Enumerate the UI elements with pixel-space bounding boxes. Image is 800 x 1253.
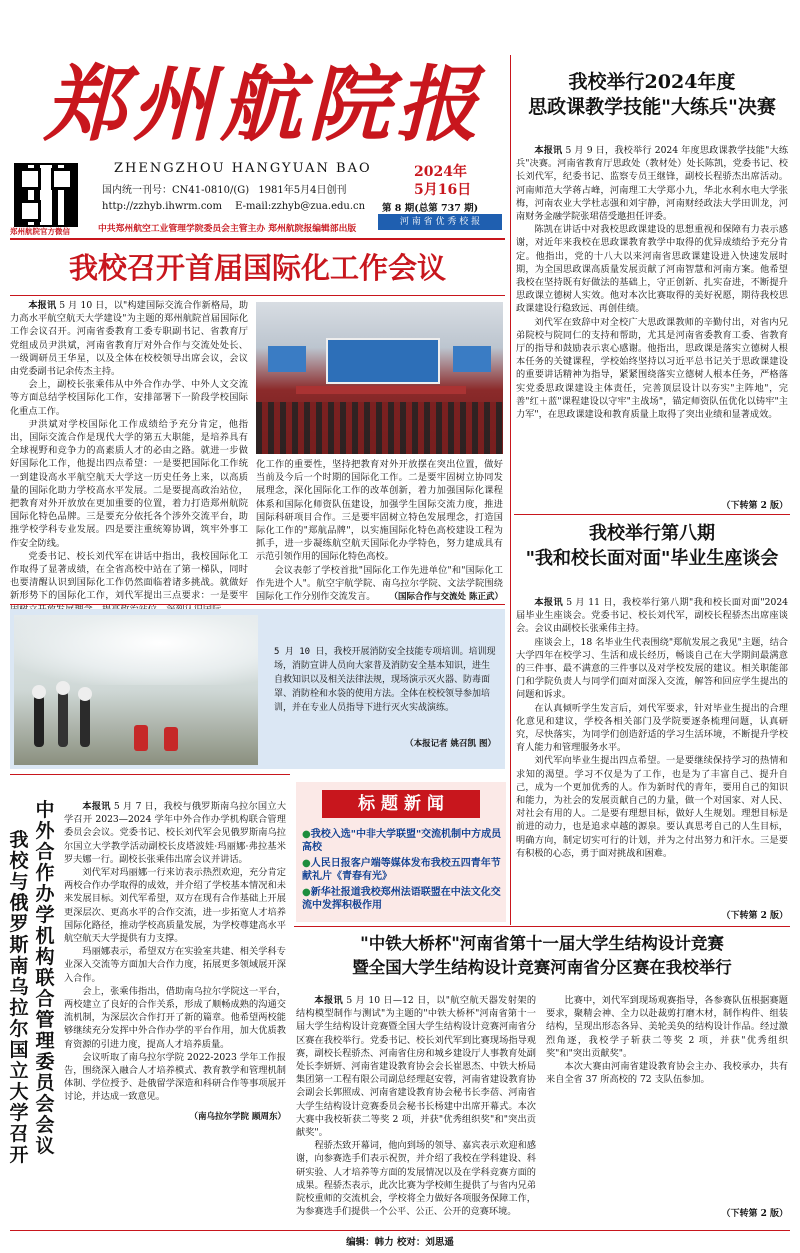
lead-paragraph-5: 化工作的重要性，坚持把教育对外开放摆在突出位置，做好当前及今后一个时期的国际化工作。二是要牢固树立协同发展理念，深化国际化工作的改革创新，着力加强国际化课程体系和国际化师资队伍建设，加强学生国际交流力度，推进国际科研项目合作。三是要牢固树立特色发展理念，打造国际化工作的"郑航品牌"，以实施国际化特色高校建设工程为抓手，进一步凝练航空航天国际化办学特色，努力建成具有示范引领作用的国际化特色高校。 <box>256 459 503 563</box>
headline-news-item-2[interactable] <box>302 857 502 883</box>
lower-divider <box>294 926 790 927</box>
headline-news-box <box>296 782 506 922</box>
russia-paragraph-1 <box>64 800 286 866</box>
russia-headline-line-1 <box>8 830 30 1166</box>
ideology-title-2: 思政课教学技能"大练兵"决赛 <box>528 96 776 118</box>
issn-line <box>102 181 347 196</box>
headline-news-text-2: 人民日报客户端等媒体发布我校五四青年节献礼片《青春有光》 <box>302 858 501 882</box>
structure-paragraph-1 <box>296 994 536 1139</box>
russia-text-1: 5 月 7 日，我校与俄罗斯南乌拉尔国立大学召开 2023—2024 学年中外合作办学机构联合管理委员会会议。党委书记、校长刘代军会见俄罗斯南乌拉尔国立大学教学活动副校长皮塔波娃·玛丽娜·弗拉基米罗夫娜一行。副校长张乘伟出席会议并讲话。 <box>64 801 287 865</box>
headline-news-text-1: 我校入选"中非大学联盟"交流机制中方成员高校 <box>302 829 502 853</box>
principal-continued: （下转第 2 版） <box>721 911 788 921</box>
structure-column-1 <box>296 994 536 1234</box>
lead-paragraph-6: 会议表彰了学校首批"国际化工作先进单位"和"国际化工作先进个人"。航空宇航学院、南乌拉尔学院、文法学院围绕国际化工作分别作交流发言。 <box>256 564 503 603</box>
lead-paragraph-1 <box>10 299 248 378</box>
structure-headline <box>294 932 790 980</box>
ideology-headline <box>514 70 790 120</box>
principal-paragraph-2: 座谈会上，18 名毕业生代表围绕"郑航发展之我见"主题，结合大学四年在校学习、生活和成长经历，畅谈自己在大学期间最满意的三件事、最不满意的三件事以及对学校发展的建议。相关职能部门和学院负责人与同学们面对面深入交流，解答和回应学生提出的问题和诉求。 <box>516 636 788 701</box>
award-badge: 河 南 省 优 秀 校 报 <box>378 214 502 230</box>
russia-dateline-tag: 本报讯 <box>82 801 111 812</box>
footer-divider <box>10 1230 790 1231</box>
issn-label: 国内统一刊号： <box>102 185 172 196</box>
right-column-divider <box>510 55 511 925</box>
structure-column-2 <box>546 994 788 1204</box>
contact-line <box>102 201 365 212</box>
pinyin-title: ZHENGZHOU HANGYUAN BAO <box>114 161 372 176</box>
newspaper-logo: 郑州航院报 <box>44 57 484 153</box>
sponsor-line: 中共郑州航空工业管理学院委员会主管主办 郑州航院报编辑部出版 <box>98 224 357 234</box>
ideology-text-1: 5 月 9 日，我校举行 2024 年度思政课教学技能"大练兵"决赛。河南省教育厅思政处（教材处）处长陈凯，党委书记、校长刘代军，纪委书记、监察专员王继锋，副校长程骄杰出席活动。河南师范大学蒋占峰，河南理工大学郑小九，华北水利水电大学张梅，河南农业大学杜志强和刘宇静，河南财经政法大学田训龙，河南财务金融学院张珺蓓受邀担任评委。 <box>516 145 789 223</box>
russia-paragraph-2: 刘代军对玛丽娜一行来访表示热烈欢迎，充分肯定两校合作办学取得的成效，并介绍了学校基本情况和未来发展目标。刘代军希望，双方在现有合作基础上开展更深层次、更高水平的合作交流，进一步拓宽人才培养国际化路径，推动学校高质量发展，为学校尊建高水平航空航天大学提供有力支撑。 <box>64 867 286 945</box>
structure-continued: （下转第 2 版） <box>721 1209 788 1219</box>
fire-training-photo <box>14 615 258 765</box>
headline-news-list <box>302 828 502 912</box>
lead-paragraph-4: 党委书记、校长刘代军在讲话中指出，我校国际化工作取得了显著成绩，在全省高校中站在了第一梯队，同时也要清醒认识到国际化工作仍然面临着诸多挑战。就做好新形势下的国际化工作，刘代军提出三点要求：一是要牢 <box>10 550 248 602</box>
structure-paragraph-2: 程骄杰致开幕词，他向到场的领导、嘉宾表示欢迎和感谢，向参赛选手们表示祝贺，并介绍了我校在学科建设、科研实验、人才培养等方面的发展情况以及在学科竞赛方面的成果。程骄杰表示，此次比赛为学校师生提供了与省内兄弟院校重师的交流机会，学校将全力做好各项服务保障工作，为参赛选手们提供一个公平、公正、公开的竞赛环境。 <box>296 1140 536 1218</box>
footer-editor: 编辑：韩力 校对：刘思遥 <box>346 1237 454 1248</box>
photo-bottom-divider <box>10 774 290 775</box>
principal-paragraph-1 <box>516 596 788 636</box>
qr-caption: 郑州航院官方微信 <box>10 227 70 236</box>
principal-title-1: 我校举行第八期 <box>589 523 715 544</box>
structure-paragraph-4: 本次大赛由河南省建设教育协会主办、我校承办，共有来自全省 37 所高校的 72 支队伍参加。 <box>546 1061 788 1086</box>
fire-training-caption: 5 月 10 日，我校开展消防安全技能专项培训。培训现场，消防宣讲人员向大家普及消防安全基本知识，进生自救知识以及相关法律法规，现场演示灭火器、防毒面罩、消防栓和水袋的使用方法。全体在校校领导参加培训，并在专业人员指导下进行灭火实战演练。 <box>274 647 496 713</box>
russia-byline: （南乌拉尔学院 顾周东） <box>189 1111 286 1122</box>
principal-headline <box>514 522 790 572</box>
russia-body <box>64 800 286 1230</box>
bullet-icon: ● <box>302 887 311 898</box>
lead-text-1: 5 月 10 日，以"构建国际交流合作新格局，助力高水平航空航天大学建设"为主题的郑州航院首届国际化工作会议召开。河南省委教育工委专职副书记、省教育厅党组成员尹洪斌，河南省教育厅对外合作与交流处处长、一级调研员王华星，以及全体在校校领导出席会议，会议由党委副书记余传杰主持。 <box>10 300 249 378</box>
principal-text-1: 5 月 11 日，我校举行第八期"我和校长面对面"2024 届毕业生座谈会。党委书记、校长刘代军，副校长程骄杰出席座谈会。会议由副校长张乘伟主持。 <box>516 597 789 635</box>
bullet-icon: ● <box>302 858 311 869</box>
ideology-divider <box>514 514 790 515</box>
conference-photo <box>256 302 503 454</box>
masthead <box>10 55 505 235</box>
dateline-tag: 本报讯 <box>28 300 57 311</box>
lead-byline: （国际合作与交流处 陈正武） <box>389 592 503 602</box>
principal-body <box>516 596 788 906</box>
ideology-dateline-tag: 本报讯 <box>534 145 563 156</box>
lead-headline: 我校召开首届国际化工作会议 <box>68 251 446 285</box>
ideology-body <box>516 144 788 496</box>
ideology-continued: （下转第 2 版） <box>721 501 788 511</box>
lead-column-1 <box>10 299 249 602</box>
lead-bottom-divider <box>10 604 505 605</box>
structure-paragraph-3: 比赛中，刘代军到现场观赛指导，各参赛队伍根据赛题要求，聚精会神、全力以赴裁剪打磨木材，制作构件、组装结构，呈现出形态各异、美轮美奂的结构设计作品。经过激烈角逐，我校学子斩获二等奖 2 项，并获"优秀组织奖"和"突出贡献奖"。 <box>546 995 788 1059</box>
principal-dateline-tag: 本报讯 <box>534 597 564 608</box>
russia-headline-line-2 <box>34 800 56 1157</box>
headline-news-item-1[interactable] <box>302 828 502 854</box>
bullet-icon: ● <box>302 829 311 840</box>
lead-paragraph-3: 尹洪斌对学校国际化工作成绩给予充分肯定，他指出，国际交流合作是现代大学的第五大职能，是培养具有全球视野和竞争力的高素质人才的必由之路。就进一步做好国际化工作，他提出四点希望：一是要把国际化工作统一到建设高水平航空航天大学这一历史任务上来，以高质量的国际化助力学校高水平发展。二是要提高政治站位，把教育对外开放放在更加重要的位置，着力打造郑州航院国际化特色品牌。三是要充分依托各个涉外交流平台，助推学校学科专业发展。四是要注重统筹协调，筑牢外事工作安全防线。 <box>10 418 248 549</box>
structure-title-2: 暨全国大学生结构设计竞赛河南省分区赛在我校举行 <box>352 958 732 977</box>
issn: CN41-0810/(G) <box>172 185 250 196</box>
fire-training-byline: （本报记者 姚召凯 图） <box>405 739 496 749</box>
issue-year: 2024年 <box>414 164 467 180</box>
ideology-title-1: 我校举行2024年度 <box>568 71 736 93</box>
principal-title-2: "我和校长面对面"毕业生座谈会 <box>525 548 779 569</box>
ideology-paragraph-1 <box>516 144 788 223</box>
email-link[interactable]: E-mail:zzhyb@zua.edu.cn <box>235 201 366 212</box>
ideology-paragraph-3: 刘代军在致辞中对全校广大思政课教师的辛勤付出，对省内兄弟院校与院同仁的支持和帮助，尤其是河南省委教育工委、省教育厅的指导和鼓励表示衷心感谢。他指出，思政课是落实立德树人根本任务的关键课程，学校始终坚持以习近平总书记关于思政课建设的重要讲话精神为指导，紧紧围绕落实立德树人根本任务，严格落实党委思政课建设主体责任，完善顶层设计以夯实"主阵地"，完善"红＋蓝"课程建设以守牢"主战场"，锚定师资队伍优化以铸牢"主力军"，在思政课建设和教育质量上取得了突出业绩和显著成效。 <box>516 316 788 421</box>
russia-title-1: 我校与俄罗斯南乌拉尔国立大学召开 <box>9 829 29 1166</box>
structure-dateline-tag: 本报讯 <box>314 995 344 1006</box>
russia-title-2: 中外合作办学机构联合管理委员会会议 <box>35 799 55 1157</box>
qr-code-icon <box>14 163 78 227</box>
headline-news-title: 标 题 新 闻 <box>322 790 480 818</box>
principal-paragraph-3: 在认真倾听学生发言后，刘代军要求，针对毕业生提出的合理化意见和建议，学校各相关部门及学院要逐条梳理问题，认真研究，尽快落实，为同学们创造舒适的学习生活环境，不断提升学校育人能力和管理服务水平。 <box>516 702 788 754</box>
issue-date: 5月16日 <box>414 182 472 198</box>
ideology-paragraph-2: 陈凯在讲话中对我校思政课建设的思想重视和保障有力表示感谢，对近年来我校在思政课教育教学中取得的优异成绩给予充分肯定。他指出，党的十八大以来河南省思政课建设进入快速发展时期，为全国思政课高质量发展贡献了河南智慧和河南方案。他希望我校在坚持既有好做法的基础上，守正创新、扎实奋进，不断提升思政课立德树人实效。他对本次比赛取得的美好祝愿，期待我校思政课建设行稳致远、再创佳绩。 <box>516 224 788 315</box>
headline-news-item-3[interactable] <box>302 886 502 912</box>
fire-training-panel <box>10 609 505 769</box>
principal-paragraph-4: 刘代军向毕业生提出四点希望。一是要继续保持学习的热情和求知的渴望。学习不仅是为了工作，也是为了丰富自己、提升自己，成为一个更加优秀的人。作为新时代的青年，要用自己的知识和能力，为社会的发展贡献自己的力量，做一个对国家、对人民、对社会有用的人。二是要有理想目标，做好人生规划。理想目标是前进的动力，也是追求卓越的源泉。要认真思考自己的人生目标，明确方向，制定切实可行的计划，并为之付出努力和汗水。三是要有积极的心态，勇于面对挑战和困难。 <box>516 755 788 859</box>
headline-news-text-3: 新华社报道我校郑州法语联盟在中法文化交流中发挥积极作用 <box>302 887 501 911</box>
russia-paragraph-3: 玛丽娜表示，希望双方在实验室共建、相关学科专业深入交流等方面加大合作力度，拓展更多领域展开深入合作。 <box>64 946 286 984</box>
structure-text-1: 5 月 10 日—12 日，以"航空航天器发射架的结构模型制作与测试"为主题的"中铁大桥杯"河南省第十一届大学生结构设计竞赛暨全国大学生结构设计竞赛河南省分区赛在我校举行。党委书记、校长刘代军到比赛现场指导观赛，副校长程骄杰、河南省住房和城乡建设厅人事教育处副处长李妍妍、河南省建设教育协会会长崔恩杰、中铁大桥局集团第一工程有限公司副总经理赵安蓉，河南省建设教育协会副会长郭照成、河南省建设教育协会秘书长李蓓、河南省大学生结构设计竞赛委员会秘书长杨建中出席开幕式。本次大赛中我校斩获二等奖 2 项，并获"优秀组织奖"和"突出贡献奖"。 <box>296 995 537 1139</box>
russia-paragraph-4: 会上，张乘伟指出，借助南乌拉尔学院这一平台，两校建立了良好的合作关系，形成了顺畅成熟的沟通交流机制，为深层次合作打开了新的篇章。他希望两校能够继续充分发挥中外合作办学的平台作用，加大优质教育资源的引进力度，提高人才培养质量。 <box>64 985 286 1050</box>
issue-number: 第 8 期(总第 737 期) <box>382 203 479 214</box>
russia-paragraph-5: 会议听取了南乌拉尔学院 2022-2023 学年工作报告，围绕深入融合人才培养模式、教育教学和管理机制体制、学位授予、赴俄留学深造和科研合作等事项展开讨论，并达成一致意见。 <box>64 1051 286 1103</box>
lead-headline-divider <box>10 295 505 296</box>
lead-paragraph-2: 会上，副校长张乘伟从中外合作办学、中外人文交流等方面总结学校国际化工作，安排部署下一阶段学校国际化重点工作。 <box>10 379 248 417</box>
founded-date: 1981年5月4日创刊 <box>258 185 347 196</box>
masthead-divider <box>10 238 505 240</box>
website-link[interactable]: http://zzhyb.ihwrm.com <box>102 201 222 212</box>
structure-title-1: "中铁大桥杯"河南省第十一届大学生结构设计竞赛 <box>360 934 724 953</box>
